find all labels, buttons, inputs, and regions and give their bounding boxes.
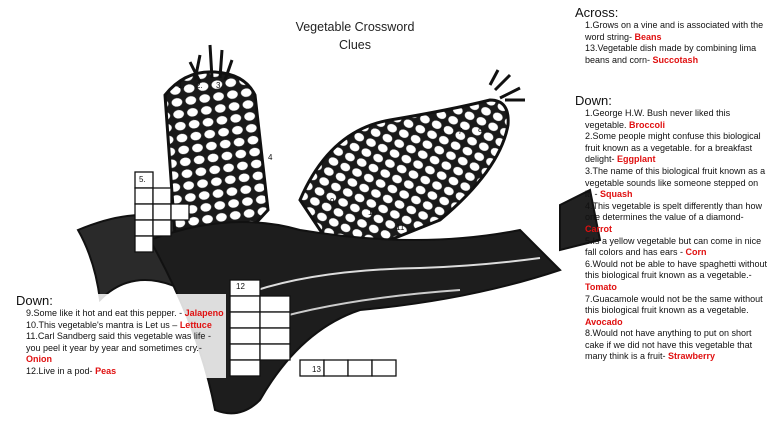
clue-answer: Succotash (652, 54, 699, 65)
clue-number: 13. (585, 43, 598, 54)
clue-item (575, 236, 767, 259)
clue-item (575, 20, 767, 43)
clue-item (575, 131, 767, 166)
clue-answer: Squash (600, 189, 633, 200)
clue-text: Carl Sandberg said this vegetable was life - you peel it year by year and sometimes cry.- (26, 331, 211, 353)
clue-item (575, 201, 767, 236)
grid-number-1: 1. (178, 81, 185, 90)
clue-item (16, 331, 226, 366)
clue-answer: Onion (26, 354, 52, 365)
clue-answer: Avocado (585, 316, 623, 327)
grid-number-5: 5. (139, 175, 146, 184)
clue-text: Live in a pod- (38, 365, 96, 376)
clue-number: 5. (585, 235, 593, 246)
clue-item (575, 328, 767, 363)
down-clue-list-left (16, 308, 226, 378)
clue-item (16, 320, 226, 332)
clue-answer: Peas (95, 365, 117, 376)
down-heading-right: Down: (575, 93, 612, 108)
clue-item (575, 43, 767, 66)
clue-number: 9. (26, 308, 34, 318)
down-clues-panel-right (575, 94, 767, 363)
clue-number: 6. (585, 258, 593, 269)
clue-text: Grows on a vine and is associated with the word string- (585, 20, 764, 42)
clue-answer: Broccoli (629, 119, 666, 130)
down-clues-panel-left (16, 294, 226, 378)
clue-text: Guacamole would not be the same without this biological fruit known as a vegetable. (585, 293, 763, 316)
clue-answer: Carrot (585, 223, 613, 234)
grid-number-10: 10 (368, 208, 377, 217)
page-title (270, 18, 440, 54)
down-heading-left: Down: (16, 293, 53, 308)
clue-text: This vegetable's mantra is Let us – (38, 319, 180, 330)
clue-item (16, 308, 226, 320)
clue-text: Would not be able to have spaghetti without this biological fruit known as a vegetable.- (585, 258, 767, 281)
grid-number-6: 6 (440, 127, 445, 136)
down-clue-list-right (575, 108, 767, 363)
clue-text: Some like it hot and eat this pepper. - (33, 308, 185, 318)
clue-answer: Strawberry (668, 351, 716, 362)
corn-tassel-right (490, 70, 525, 100)
clue-text: Some people might confuse this biological fruit known as a vegetable. for a breakfast delight- (585, 131, 761, 165)
clue-number: 8. (585, 328, 593, 339)
clue-number: 1. (585, 20, 593, 30)
grid-number-4: 4 (268, 153, 273, 162)
clue-number: 3. (585, 165, 593, 176)
clue-item (575, 294, 767, 329)
clue-number: 1. (585, 108, 593, 118)
clue-text: Is a yellow vegetable but can come in nice fall colors and has ears - (585, 235, 762, 258)
clue-answer: Tomato (585, 281, 617, 292)
across-clue-list (575, 20, 767, 66)
grid-number-2: 2. (196, 81, 203, 90)
title-line-1: Vegetable Crossword (295, 20, 415, 34)
clue-text: George H.W. Bush never liked this vegetable. (585, 108, 731, 130)
clue-text: Would not have anything to put on short cake if we did not have this vegetable that many think is a fruit- (585, 328, 753, 362)
clue-number: 2. (585, 131, 593, 142)
grid-number-11: 11 (396, 223, 405, 232)
clue-number: 11. (26, 331, 38, 342)
clue-text: This vegetable is spelt differently than how one determines the value of a diamond- (585, 200, 762, 223)
grid-number-9: 9 (330, 197, 335, 206)
across-heading: Across: (575, 5, 619, 20)
grid-number-3: 3. (216, 81, 223, 90)
clue-number: 10. (26, 319, 39, 330)
clue-item (16, 366, 226, 378)
clue-number: 12. (26, 365, 39, 376)
grid-number-12: 12 (236, 282, 245, 291)
clue-item (575, 259, 767, 294)
title-line-2: Clues (339, 38, 371, 52)
clue-number: 7. (585, 293, 593, 304)
clue-number: 4. (585, 200, 593, 211)
clue-item (575, 108, 767, 131)
clue-text: The name of this biological fruit known as a vegetable sounds like someone stepped on it. - (585, 165, 766, 200)
grid-number-8: 8 (478, 125, 483, 134)
clue-answer: Jalapeno (184, 308, 224, 318)
grid-number-13: 13 (312, 365, 321, 374)
across-clues-panel (575, 6, 767, 66)
clue-answer: Lettuce (179, 319, 212, 330)
grid-number-7: 7 (458, 127, 463, 136)
corn-tassel-left (190, 45, 232, 82)
clue-item (575, 166, 767, 201)
clue-answer: Corn (685, 247, 707, 258)
clue-answer: Beans (634, 31, 662, 42)
clue-text: Vegetable dish made by combining lima beans and corn- (585, 43, 757, 65)
clue-answer: Eggplant (617, 154, 656, 165)
